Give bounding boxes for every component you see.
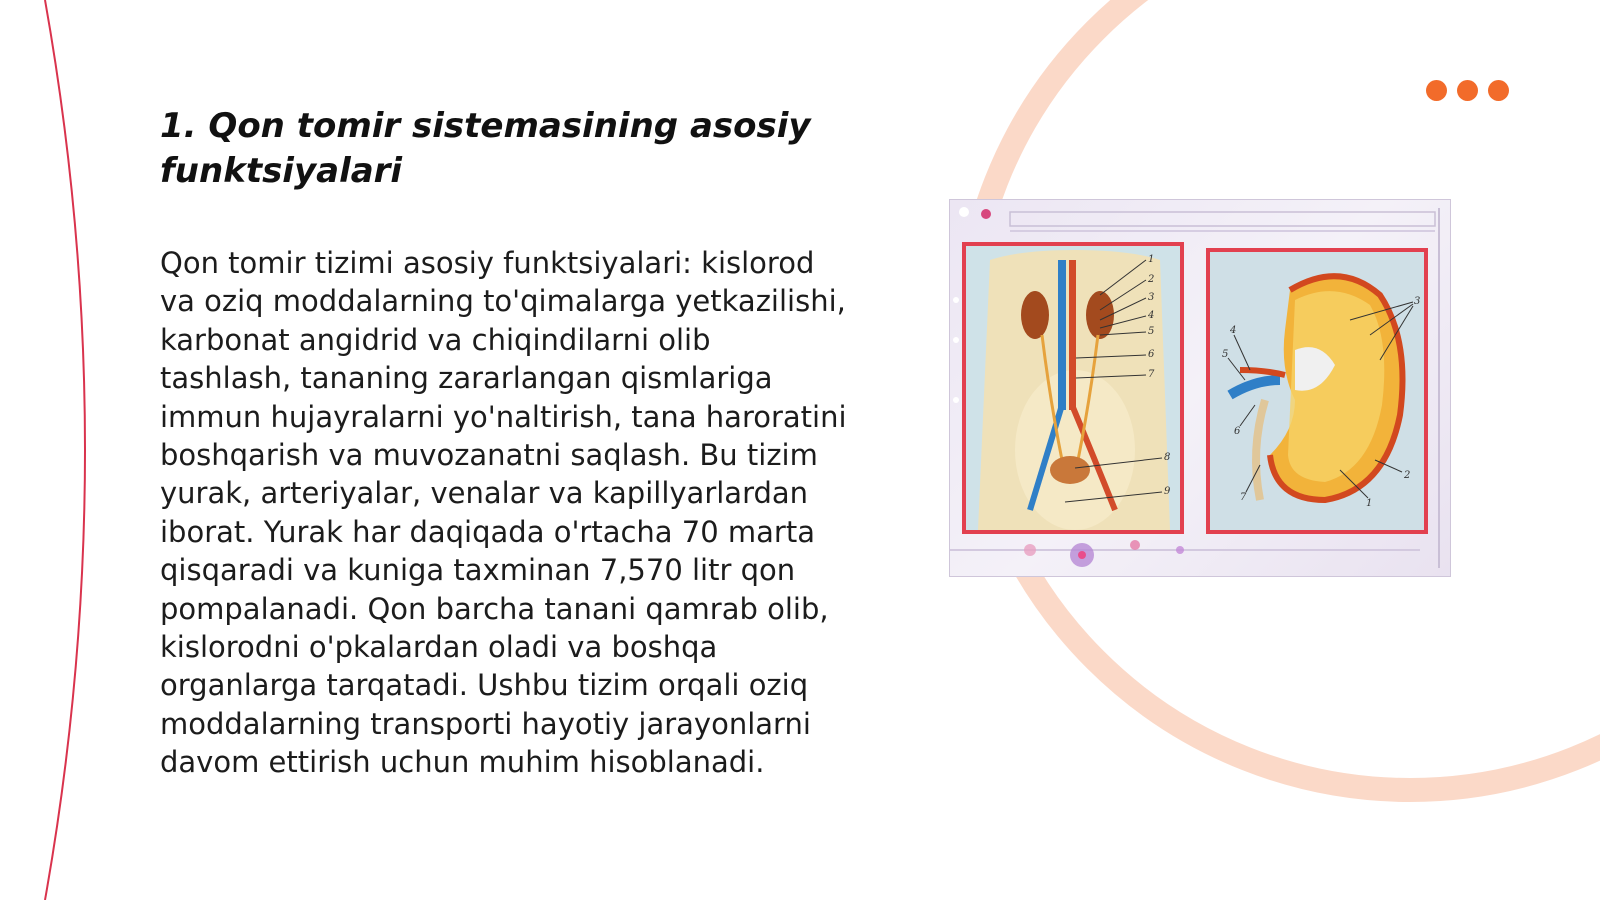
left-label-9: 9: [1164, 486, 1171, 497]
right-label-5: 5: [1222, 349, 1229, 360]
left-label-2: 2: [1148, 274, 1155, 285]
left-label-6: 6: [1148, 349, 1155, 360]
left-curve-line: [45, 0, 85, 900]
dot-3: [1488, 80, 1509, 101]
right-label-4: 4: [1230, 325, 1237, 336]
left-label-5: 5: [1148, 326, 1155, 337]
dot-2: [1457, 80, 1478, 101]
figure-artwork: [950, 200, 1450, 576]
left-label-3: 3: [1148, 292, 1155, 303]
left-panel-illustration: [964, 244, 1182, 532]
right-label-1: 1: [1366, 498, 1373, 509]
slide-title: 1. Qon tomir sistemasining asosiy funktsiyalari: [160, 106, 811, 191]
anatomy-figure: [950, 200, 1450, 576]
right-label-2: 2: [1404, 470, 1411, 481]
right-label-6: 6: [1234, 426, 1241, 437]
right-panel-illustration: [1208, 250, 1426, 532]
left-label-1: 1: [1148, 254, 1155, 265]
right-label-7: 7: [1240, 492, 1247, 503]
three-dots-icon: [1426, 80, 1516, 102]
left-label-4: 4: [1148, 310, 1155, 321]
dot-1: [1426, 80, 1447, 101]
right-label-3: 3: [1414, 296, 1421, 307]
left-label-7: 7: [1148, 369, 1155, 380]
slide-body-text: Qon tomir tizimi asosiy funktsiyalari: kislorod va oziq moddalarning to'qimalarga yetkazilishi, karbonat angidrid va chiqindilarni olib tashlash, tananing zararlangan qismlariga immun hujayralarni yo'naltirish, tana haroratini boshqarish va muvozanatni saqlash. Bu tizim yurak, arteriyalar, venalar va kapillyarlardan iborat. Yurak har daqiqada o'rtacha 70 marta qisqaradi va kuniga taxminan 7,570 litr qon pompalanadi. Qon barcha tanani qamrab olib, kislorodni o'pkalardan oladi va boshqa organlarga tarqatadi. Ushbu tizim orqali oziq moddalarning transporti hayotiy jarayonlarni davom ettirish uchun muhim hisoblanadi.: [160, 246, 847, 780]
left-label-8: 8: [1164, 452, 1171, 463]
